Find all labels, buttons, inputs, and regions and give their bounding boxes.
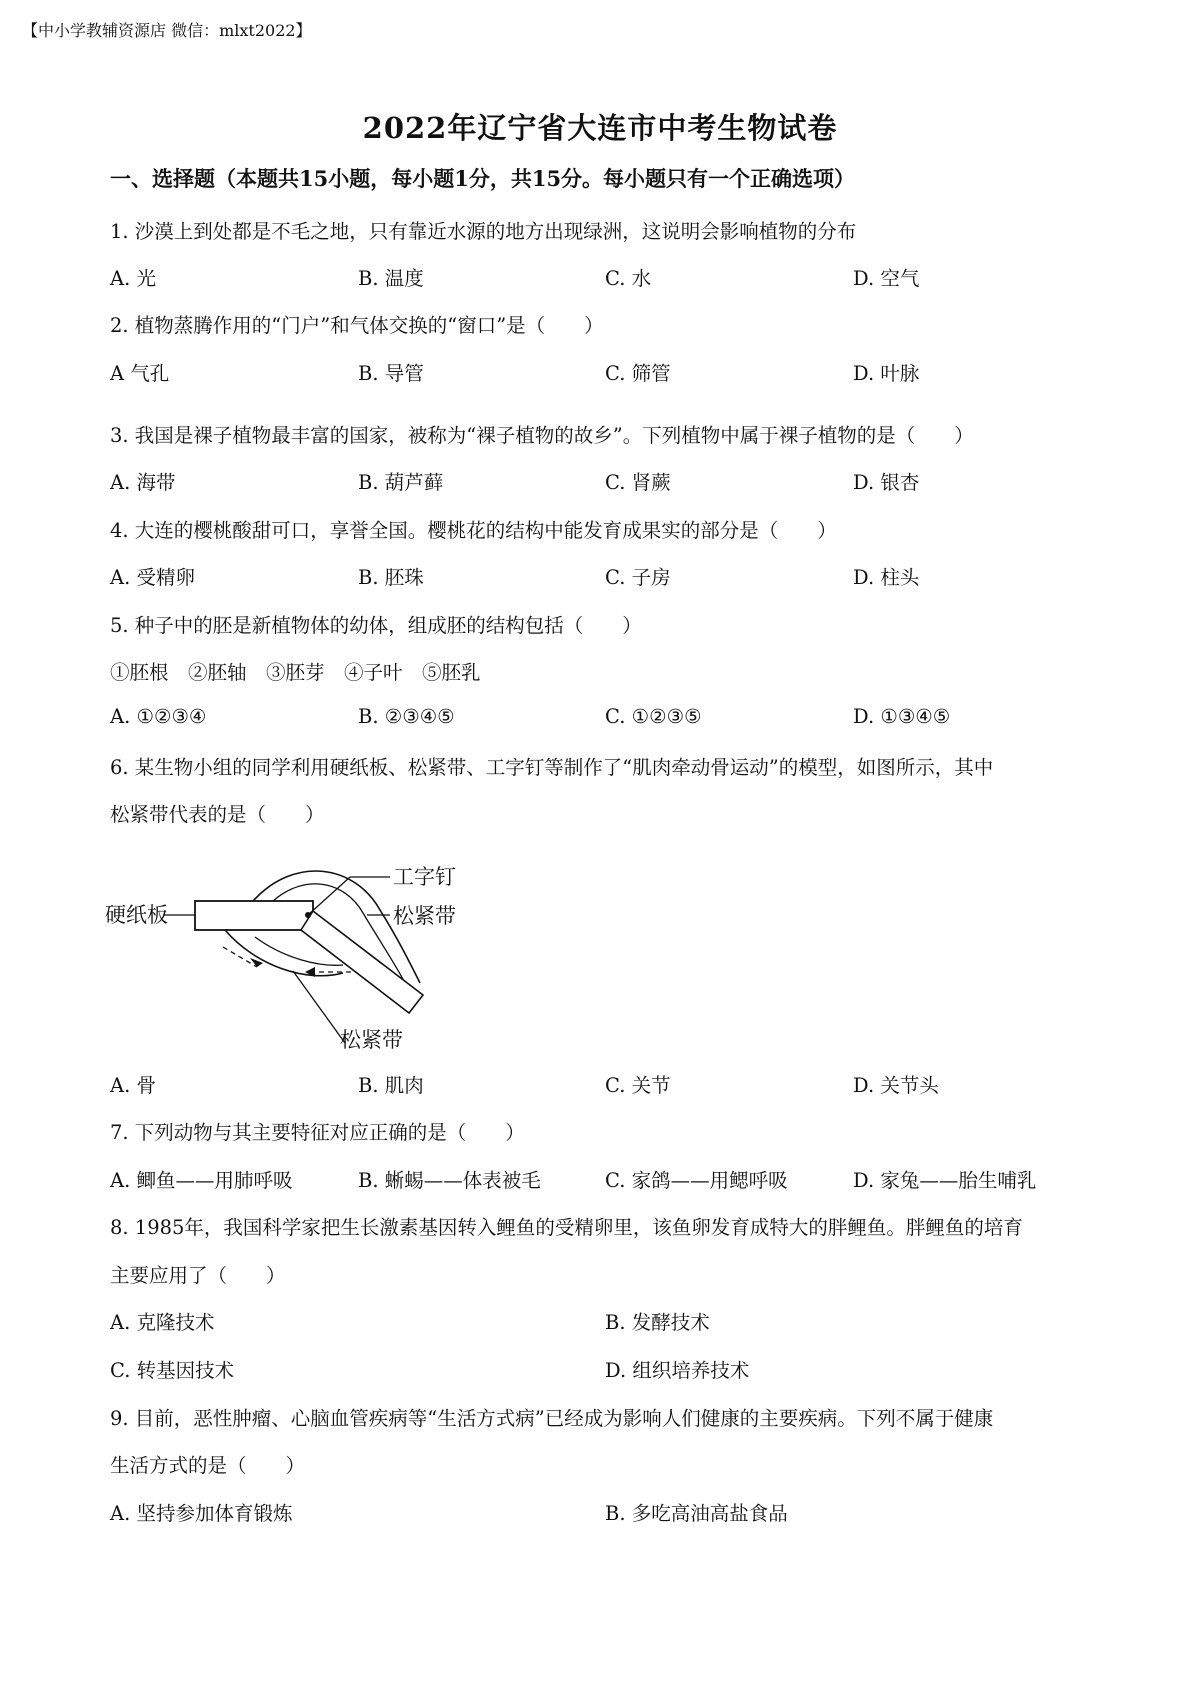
option-c: C. ①②③⑤ <box>605 705 702 728</box>
question-6-stem-cont: 松紧带代表的是（ ） <box>110 803 325 826</box>
muscle-model-figure <box>105 855 525 1050</box>
question-4-stem: 4. 大连的樱桃酸甜可口，享誉全国。樱桃花的结构中能发育成果实的部分是（ ） <box>110 519 837 542</box>
option-c: C. 肾蕨 <box>605 471 671 494</box>
option-a: A. 骨 <box>110 1074 156 1097</box>
page-title: 2022年辽宁省大连市中考生物试卷 <box>362 111 838 145</box>
question-6-stem: 6. 某生物小组的同学利用硬纸板、松紧带、工字钉等制作了“肌肉牵动骨运动”的模型，如图所示，其中 <box>110 756 994 779</box>
band-bottom-leader <box>293 971 345 1043</box>
option-a: A. 克隆技术 <box>110 1311 215 1334</box>
option-a: A. 受精卵 <box>110 566 195 589</box>
watermark: 【中小学教辅资源店 微信：mlxt2022】 <box>22 21 312 40</box>
question-1-stem: 1. 沙漠上到处都是不毛之地，只有靠近水源的地方出现绿洲，这说明会影响植物的分布 <box>110 220 857 243</box>
option-c: C. 家鸽——用鳃呼吸 <box>605 1169 788 1192</box>
label-pin: 工字钉 <box>393 865 456 889</box>
label-elastic-bottom: 松紧带 <box>340 1028 403 1050</box>
option-d: D. 柱头 <box>853 566 920 589</box>
option-d: D. ①③④⑤ <box>853 705 951 728</box>
question-5-stem: 5. 种子中的胚是新植物体的幼体，组成胚的结构包括（ ） <box>110 614 642 637</box>
option-b: B. 多吃高油高盐食品 <box>605 1502 788 1525</box>
option-b: B. 导管 <box>358 362 424 385</box>
pin-leader <box>308 877 350 915</box>
option-d: D. 组织培养技术 <box>605 1359 750 1382</box>
question-9-stem-cont: 生活方式的是（ ） <box>110 1454 306 1477</box>
option-c: C. 关节 <box>605 1074 671 1097</box>
question-5-items: ①胚根 ②胚轴 ③胚芽 ④子叶 ⑤胚乳 <box>110 661 481 684</box>
option-d: D. 关节头 <box>853 1074 939 1097</box>
option-c: C. 转基因技术 <box>110 1359 235 1382</box>
option-d: D. 银杏 <box>853 471 920 494</box>
option-a: A. ①②③④ <box>110 705 207 728</box>
question-7-stem: 7. 下列动物与其主要特征对应正确的是（ ） <box>110 1121 525 1144</box>
option-b: B. 温度 <box>358 267 424 290</box>
question-2-stem: 2. 植物蒸腾作用的“门户”和气体交换的“窗口”是（ ） <box>110 314 604 337</box>
question-8-stem-cont: 主要应用了（ ） <box>110 1264 286 1287</box>
option-b: B. 发酵技术 <box>605 1311 710 1334</box>
question-3-stem: 3. 我国是裸子植物最丰富的国家，被称为“裸子植物的故乡”。下列植物中属于裸子植物的是（ ） <box>110 424 974 447</box>
option-b: B. ②③④⑤ <box>358 705 455 728</box>
option-c: C. 筛管 <box>605 362 671 385</box>
option-b: B. 胚珠 <box>358 566 424 589</box>
option-d: D. 空气 <box>853 267 920 290</box>
option-b: B. 葫芦藓 <box>358 471 444 494</box>
option-d: D. 家兔——胎生哺乳 <box>853 1169 1037 1192</box>
option-a: A 气孔 <box>110 362 170 385</box>
option-b: B. 蜥蜴——体表被毛 <box>358 1169 541 1192</box>
cardboard-horizontal <box>195 901 313 930</box>
option-b: B. 肌肉 <box>358 1074 424 1097</box>
option-a: A. 鲫鱼——用肺呼吸 <box>110 1169 293 1192</box>
option-a: A. 海带 <box>110 471 176 494</box>
question-8-stem: 8. 1985年，我国科学家把生长激素基因转入鲤鱼的受精卵里，该鱼卵发育成特大的胖鲤鱼。胖鲤鱼的培育 <box>110 1216 1023 1239</box>
option-d: D. 叶脉 <box>853 362 920 385</box>
option-c: C. 子房 <box>605 566 671 589</box>
option-a: A. 坚持参加体育锻炼 <box>110 1502 293 1525</box>
label-elastic-top: 松紧带 <box>393 904 456 928</box>
label-cardboard: 硬纸板 <box>105 903 168 927</box>
option-c: C. 水 <box>605 267 652 290</box>
option-a: A. 光 <box>110 267 156 290</box>
question-9-stem: 9. 目前，恶性肿瘤、心脑血管疾病等“生活方式病”已经成为影响人们健康的主要疾病。下列不属于健康 <box>110 1407 994 1430</box>
motion-arrow-left <box>223 947 257 967</box>
section-heading: 一、选择题（本题共15小题，每小题1分，共15分。每小题只有一个正确选项） <box>110 166 856 191</box>
